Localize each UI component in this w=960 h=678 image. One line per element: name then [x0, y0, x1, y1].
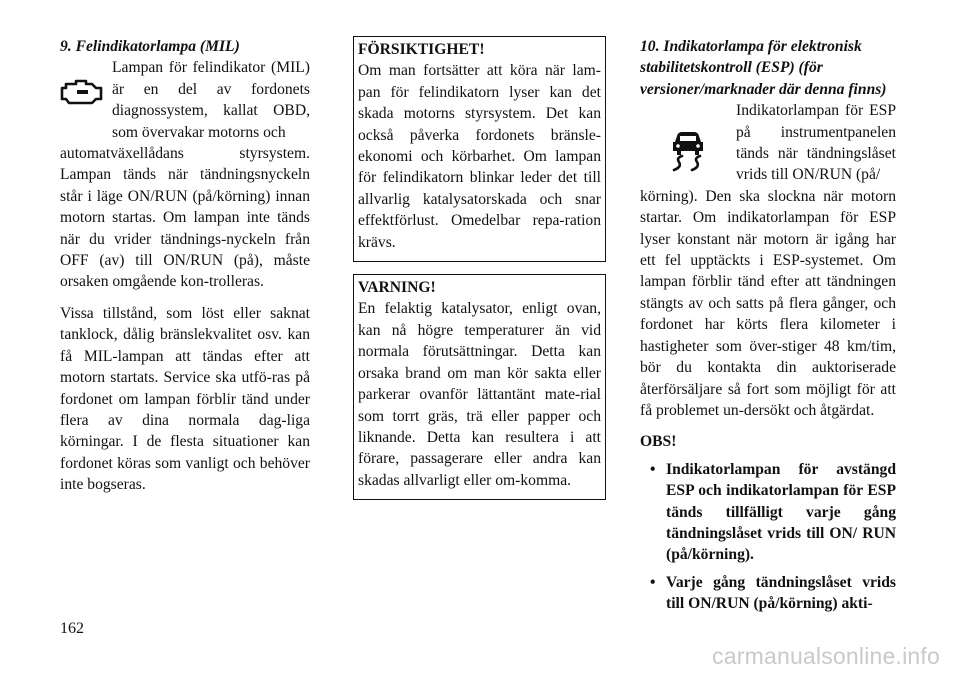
- left-column: [60, 36, 310, 496]
- engine-check-icon-svg: [60, 79, 104, 105]
- esp-skid-car-icon: [640, 100, 736, 172]
- warning-title: VARNING!: [358, 279, 436, 297]
- mil-paragraph-indented: Lampan för felindikator (MIL) är en del av fordonets diagnossystem, kallat OBD, som övervakar motorns och: [112, 59, 310, 141]
- caution-box: [353, 36, 606, 262]
- esp-icon-row: [640, 100, 896, 186]
- obs-bullet-item: • Indikatorlampan för avstängd ESP och indikatorlampan för ESP tänds tillfälligt varje gång tändningslåset vrids till ON/ RUN (på/körning).: [640, 459, 896, 566]
- esp-skid-car-icon-svg: [668, 130, 708, 172]
- section-heading-mil: 9. Felindikatorlampa (MIL): [60, 38, 240, 55]
- engine-check-icon: [60, 57, 112, 105]
- obs-title: OBS!: [640, 433, 677, 451]
- mil-paragraph-continued: automatväxellådans styrsystem. Lampan tänds när tändningsnyckeln står i läge ON/RUN (på/körning) innan motorn startas. Om lampan inte tänds när du vrider tändnings-nyckeln från OFF (av) till ON/RUN (på), måste orsaken omgående kon-trolleras.: [60, 145, 310, 291]
- section-heading-esp: 10. Indikatorlampa för elektronisk stabilitetskontroll (ESP) (för versioner/marknader där denna finns): [640, 38, 887, 98]
- page-number: 162: [60, 620, 84, 637]
- watermark: carmanualsonline.info: [712, 643, 940, 669]
- esp-paragraph-continued: körning). Den ska slockna när motorn startar. Om indikatorlampan för ESP lyser konstant när motorn är igång har ett fel upptäckts i ESP-systemet. Om lampan förblir tänd efter att tändningen stängts av och satts på flera gånger, och fordonet har körts flera kilometer i hastigheter som över-stiger 48 km/tim, bör du kontakta din auktoriserade återförsäljare så fort som möjligt för att få problemet un-dersökt och åtgärdat.: [640, 187, 896, 419]
- mil-paragraph-2: Vissa tillstånd, som löst eller saknat tanklock, dålig bränslekvalitet osv. kan få MIL-lampan att tändas efter att motorn startats. Service ska utfö-ras på fordonet om lampan förblir tänd under flera av dina normala dag-liga körningar. I de flesta situationer kan fordonet köras som vanligt och behöver inte bogseras.: [60, 304, 310, 494]
- warning-text: En felaktig katalysator, enligt ovan, kan nå högre temperaturer än vid normala förutsättningar. Detta kan orsaka brand om man kör sakta eller parkerar ovanför lättantänt mate-rial som torrt gräs, trä eller papper och liknande. Detta kan resultera i att förare, passagerare eller andra kan skadas allvarligt eller om-komma.: [358, 300, 601, 489]
- esp-paragraph-indented: Indikatorlampan för ESP på instrumentpanelen tänds när tändningslåset vrids till ON/RUN (på/: [736, 102, 896, 184]
- warning-box: [353, 274, 606, 500]
- mil-icon-row: [60, 57, 310, 143]
- right-column: [640, 36, 896, 621]
- obs-bullet-item: • Varje gång tändningslåset vrids till ON/RUN (på/körning) akti-: [640, 572, 896, 615]
- caution-title: FÖRSIKTIGHET!: [358, 41, 485, 58]
- caution-text: Om man fortsätter att köra när lam-pan för felindikatorn lyser kan det skada motorns styrsystem. Det kan också påverka fordonets bränsle-ekonomi och körbarhet. Om lampan för felindikatorn blinkar leder det till allvarlig katalysatorskada och snar effektförlust. Omedelbar repa-ration krävs.: [358, 62, 601, 251]
- middle-column: [353, 36, 606, 500]
- obs-bullet-list: [640, 459, 896, 615]
